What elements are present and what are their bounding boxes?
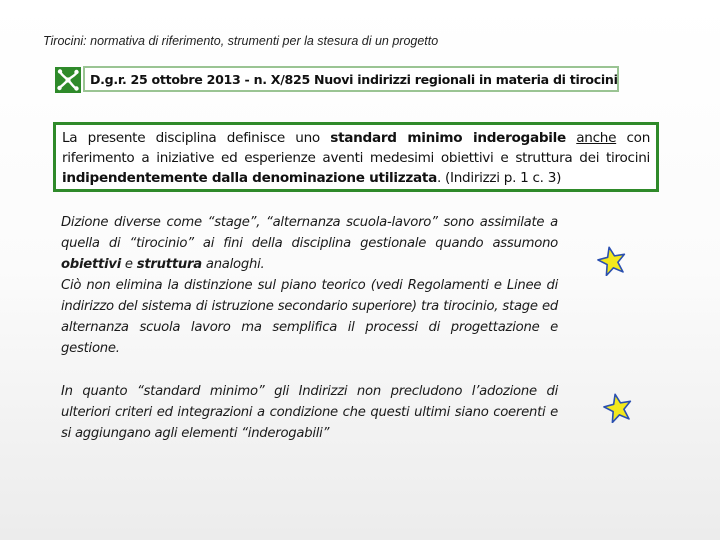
paragraph-dizione-line-2: Ciò non elimina la distinzione sul piano teorico (vedi Regolamenti e Linee di indirizzo del sistema di istruzione secondario superiore) tra tirocinio, stage ed alternanza scuola lavoro ma semplifica il processi di progettazione e gestione. [61, 278, 558, 356]
paragraph-standard-minimo: In quanto “standard minimo” gli Indirizzi non precludono l’adozione di ulteriori criteri ed integrazioni a condizione che questi ultimi siano coerenti e si aggiungano agli elementi “inderogabili” [61, 384, 558, 441]
intro-text-2 [566, 130, 576, 146]
intro-text-4: . (Indirizzi p. 1 c. 3) [436, 170, 562, 186]
p1-text-3: analoghi. [201, 257, 265, 272]
p1-bold-obiettivi: obiettivi [61, 257, 121, 272]
intro-bold-denominazione: indipendentemente dalla denominazione utilizzata [62, 170, 437, 186]
star-icon [597, 246, 627, 276]
page-header: Tirocini: normativa di riferimento, strumenti per la stesura di un progetto [43, 34, 439, 48]
p1-text-2: e [120, 257, 137, 272]
intro-underline-anche: anche [576, 130, 617, 146]
paragraph-dizione-line-1 [61, 212, 558, 275]
p1-text-1: Dizione diverse come “stage”, “alternanza scuola-lavoro” sono assimilate a quella di “tirocinio” ai fini della disciplina gestionale quando assumono [61, 215, 558, 251]
intro-text-3: con riferimento a iniziative ed esperienze aventi medesimi obiettivi e struttura dei tirocini [62, 130, 651, 166]
decree-title-box: D.g.r. 25 ottobre 2013 - n. X/825 Nuovi indirizzi regionali in materia di tirocini [83, 66, 619, 92]
intro-text-1: La presente disciplina definisce uno [62, 130, 331, 146]
star-icon [603, 393, 633, 423]
p1-bold-struttura: struttura [136, 257, 202, 272]
intro-statement-box [53, 122, 659, 192]
paragraph-dizione [61, 212, 558, 359]
intro-bold-standard: standard minimo inderogabile [330, 130, 566, 146]
regional-logo-icon [55, 67, 81, 93]
